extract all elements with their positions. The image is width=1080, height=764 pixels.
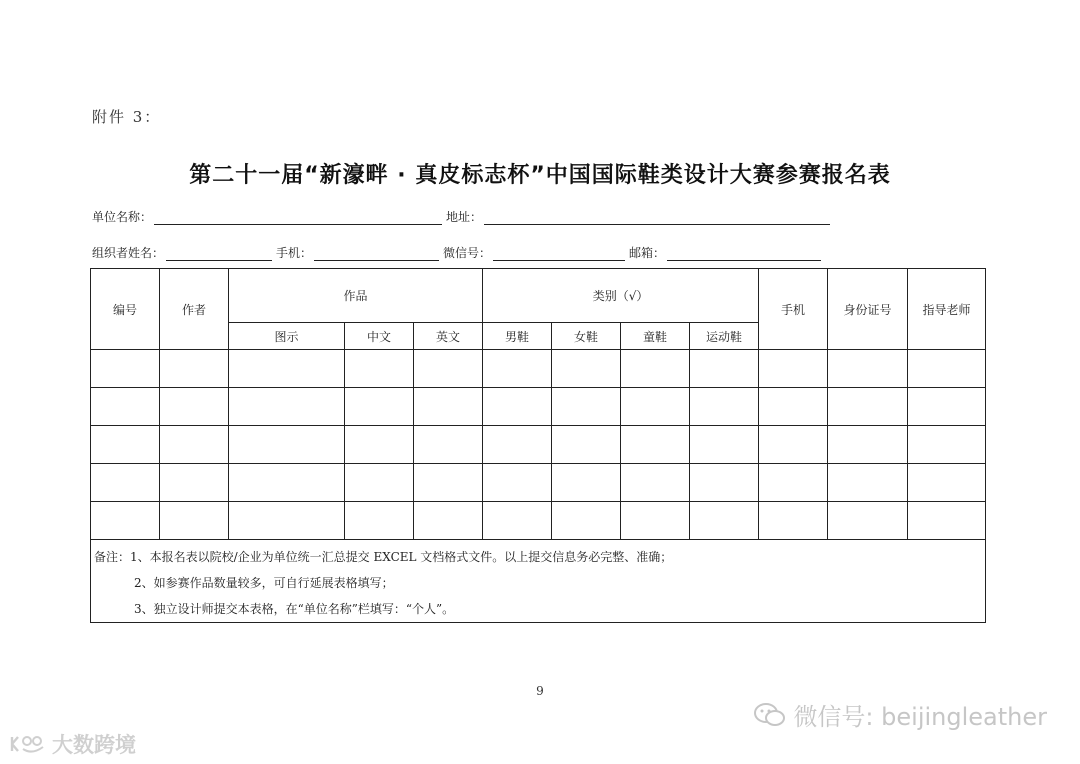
note-1: 备注：1、本报名表以院校/企业为单位统一汇总提交 EXCEL 文档格式文件。以上提交信息务必完整、准确； (94, 550, 673, 564)
table-row (91, 502, 986, 540)
header-id-number: 身份证号 (828, 269, 908, 350)
source-watermark-text: 大数跨境 (52, 733, 136, 757)
registration-table (90, 268, 986, 623)
header-number: 编号 (91, 269, 160, 350)
email-line (667, 246, 821, 261)
wechat-watermark (753, 697, 1047, 732)
attachment-label: 附件 3： (92, 108, 162, 126)
notes-row (91, 540, 986, 623)
field-row-unit (92, 208, 834, 225)
source-watermark (10, 729, 136, 759)
header-teacher: 指导老师 (908, 269, 986, 350)
phone-label: 手机： (276, 246, 313, 260)
header-phone: 手机 (759, 269, 828, 350)
page-number: 9 (536, 684, 544, 698)
header-works: 作品 (229, 269, 483, 323)
note-3: 3、独立设计师提交本表格，在“单位名称”栏填写：“个人”。 (134, 602, 455, 616)
wechat-line (493, 246, 625, 261)
notes-cell (91, 540, 986, 623)
organizer-line (166, 246, 272, 261)
form-title: 第二十一届“新濠畔 · 真皮标志杯”中国国际鞋类设计大赛参赛报名表 (189, 163, 891, 188)
table-row (91, 350, 986, 388)
address-label: 地址： (446, 210, 483, 224)
email-label: 邮箱： (629, 246, 666, 260)
table-row (91, 426, 986, 464)
wechat-id-text: 微信号: beijingleather (793, 703, 1047, 731)
subheader-women-shoes: 女鞋 (552, 323, 621, 350)
table-row (91, 388, 986, 426)
header-author: 作者 (160, 269, 229, 350)
unit-name-label: 单位名称： (92, 210, 153, 224)
wechat-icon (753, 702, 787, 728)
field-row-contact (92, 244, 825, 261)
brand-logo-icon (10, 733, 48, 755)
note-2: 2、如参赛作品数量较多，可自行延展表格填写； (134, 576, 394, 590)
subheader-kids-shoes: 童鞋 (621, 323, 690, 350)
table-row (91, 464, 986, 502)
address-line (484, 210, 830, 225)
subheader-chinese: 中文 (345, 323, 414, 350)
unit-name-line (154, 210, 442, 225)
subheader-men-shoes: 男鞋 (483, 323, 552, 350)
subheader-english: 英文 (414, 323, 483, 350)
header-category: 类别（√） (483, 269, 759, 323)
subheader-illustration: 图示 (229, 323, 345, 350)
phone-line (314, 246, 439, 261)
wechat-label: 微信号： (443, 246, 492, 260)
organizer-label: 组织者姓名： (92, 246, 165, 260)
subheader-sports-shoes: 运动鞋 (690, 323, 759, 350)
